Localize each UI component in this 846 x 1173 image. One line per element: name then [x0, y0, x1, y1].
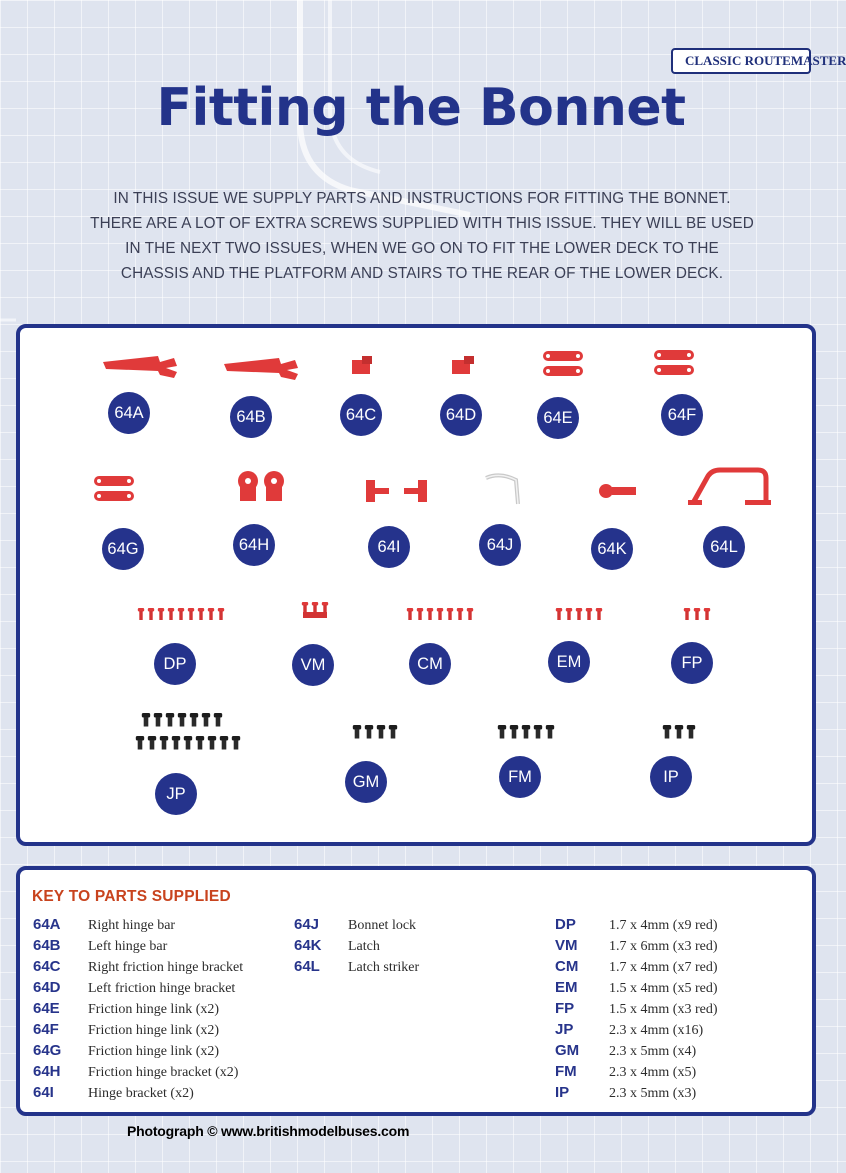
part-description: 2.3 x 4mm (x5): [609, 1065, 697, 1080]
key-row: [555, 1082, 717, 1103]
screws-vm-image: [302, 602, 328, 618]
part-code: VM: [555, 937, 578, 954]
key-title: KEY TO PARTS SUPPLIED: [32, 888, 231, 905]
part-64e-image: [543, 351, 583, 376]
key-row: [33, 977, 243, 998]
screws-fm-image: [498, 725, 554, 739]
part-code: EM: [555, 979, 578, 996]
badge-dp: DP: [154, 643, 196, 685]
key-row: [33, 1061, 243, 1082]
screws-cm-image: [407, 608, 473, 620]
photo-credit: Photograph © www.britishmodelbuses.com: [127, 1123, 410, 1139]
badge-64k: 64K: [591, 528, 633, 570]
badge-vm: VM: [292, 644, 334, 686]
part-description: 1.5 x 4mm (x3 red): [609, 1002, 718, 1017]
part-64b-image: [224, 358, 298, 380]
part-64a-image: [103, 356, 177, 378]
key-row: [555, 935, 717, 956]
part-code: FM: [555, 1063, 577, 1080]
part-description: Latch: [348, 939, 380, 954]
part-description: Left friction hinge bracket: [88, 981, 236, 996]
key-row: [294, 956, 419, 977]
badge-jp: JP: [155, 773, 197, 815]
part-code: 64K: [294, 937, 322, 954]
part-code: 64A: [33, 916, 61, 933]
part-code: CM: [555, 958, 579, 975]
part-code: 64F: [33, 1021, 59, 1038]
badge-cm: CM: [409, 643, 451, 685]
part-64h-image: [238, 471, 284, 501]
badge-64f: 64F: [661, 394, 703, 436]
key-row: [33, 998, 243, 1019]
part-code: IP: [555, 1084, 570, 1101]
badge-ip: IP: [650, 756, 692, 798]
part-64j-image: [486, 475, 518, 504]
key-row: [33, 1040, 243, 1061]
part-description: Right hinge bar: [88, 918, 176, 933]
key-row: [33, 914, 243, 935]
part-description: Friction hinge bracket (x2): [88, 1065, 239, 1080]
part-code: 64C: [33, 958, 61, 975]
part-code: 64H: [33, 1063, 61, 1080]
screws-gm-image: [353, 725, 397, 739]
key-row: [555, 1040, 717, 1061]
part-description: Right friction hinge bracket: [88, 960, 244, 975]
part-64c-image: [352, 356, 372, 374]
part-code: 64L: [294, 958, 320, 975]
part-description: 1.7 x 4mm (x9 red): [609, 918, 718, 933]
part-code: FP: [555, 1000, 575, 1017]
part-code: 64B: [33, 937, 61, 954]
screws-em-image: [556, 608, 602, 620]
part-description: 1.5 x 4mm (x5 red): [609, 981, 718, 996]
part-description: Friction hinge link (x2): [88, 1044, 220, 1059]
part-code: 64E: [33, 1000, 60, 1017]
badge-fm: FM: [499, 756, 541, 798]
part-64k-image: [599, 484, 636, 498]
screws-fp-image: [684, 608, 710, 620]
screws-jp-image: [136, 713, 240, 750]
series-tab: CLASSIC ROUTEMASTER: [671, 48, 811, 74]
key-row: [555, 956, 717, 977]
part-description: Latch striker: [348, 960, 420, 975]
part-description: Friction hinge link (x2): [88, 1002, 220, 1017]
part-64i-image: [366, 480, 427, 502]
part-64g-image: [94, 476, 134, 501]
part-description: Hinge bracket (x2): [88, 1086, 194, 1101]
part-64f-image: [654, 350, 694, 375]
key-row: [33, 1019, 243, 1040]
part-description: 2.3 x 5mm (x3): [609, 1086, 697, 1101]
part-code: 64D: [33, 979, 61, 996]
badge-64j: 64J: [479, 524, 521, 566]
badge-64i: 64I: [368, 526, 410, 568]
key-row: [33, 935, 243, 956]
key-column-1: [33, 914, 243, 1103]
badge-64a: 64A: [108, 392, 150, 434]
screws-dp-image: [138, 608, 224, 620]
part-description: Left hinge bar: [88, 939, 168, 954]
badge-64l: 64L: [703, 526, 745, 568]
key-row: [33, 956, 243, 977]
key-row: [294, 935, 419, 956]
part-code: GM: [555, 1042, 580, 1059]
part-description: 2.3 x 5mm (x4): [609, 1044, 697, 1059]
key-row: [555, 998, 717, 1019]
key-row: [555, 1019, 717, 1040]
part-description: Friction hinge link (x2): [88, 1023, 220, 1038]
key-row: [33, 1082, 243, 1103]
part-description: Bonnet lock: [348, 918, 417, 933]
key-row: [294, 914, 419, 935]
badge-64c: 64C: [340, 394, 382, 436]
badge-64h: 64H: [233, 524, 275, 566]
badge-64e: 64E: [537, 397, 579, 439]
key-column-3: [555, 914, 717, 1103]
part-code: 64J: [294, 916, 320, 933]
badge-64b: 64B: [230, 396, 272, 438]
key-row: [555, 1061, 717, 1082]
part-64d-image: [452, 356, 474, 374]
screws-ip-image: [663, 725, 695, 739]
key-column-2: [294, 914, 419, 977]
badge-em: EM: [548, 641, 590, 683]
part-code: DP: [555, 916, 576, 933]
part-description: 1.7 x 6mm (x3 red): [609, 939, 718, 954]
part-code: JP: [555, 1021, 574, 1038]
part-code: 64I: [33, 1084, 54, 1101]
part-description: 1.7 x 4mm (x7 red): [609, 960, 718, 975]
part-description: 2.3 x 4mm (x16): [609, 1023, 704, 1038]
badge-gm: GM: [345, 761, 387, 803]
key-row: [555, 977, 717, 998]
badge-64d: 64D: [440, 394, 482, 436]
page-title: Fitting the Bonnet: [156, 78, 686, 138]
badge-64g: 64G: [102, 528, 144, 570]
part-code: 64G: [33, 1042, 62, 1059]
intro-text: IN THIS ISSUE WE SUPPLY PARTS AND INSTRUCTIONS FOR FITTING THE BONNET. THERE ARE A LOT OF EXTRA SCREWS SUPPLIED WITH THIS ISSUE. THEY WILL BE USED IN THE NEXT TWO ISSUES, WHEN WE GO ON TO FIT THE LOWER DECK TO THE CHASSIS AND THE PLATFORM AND STAIRS TO THE REAR OF THE LOWER DECK.: [90, 190, 754, 282]
key-row: [555, 914, 717, 935]
part-64l-image: [688, 470, 771, 505]
badge-fp: FP: [671, 642, 713, 684]
